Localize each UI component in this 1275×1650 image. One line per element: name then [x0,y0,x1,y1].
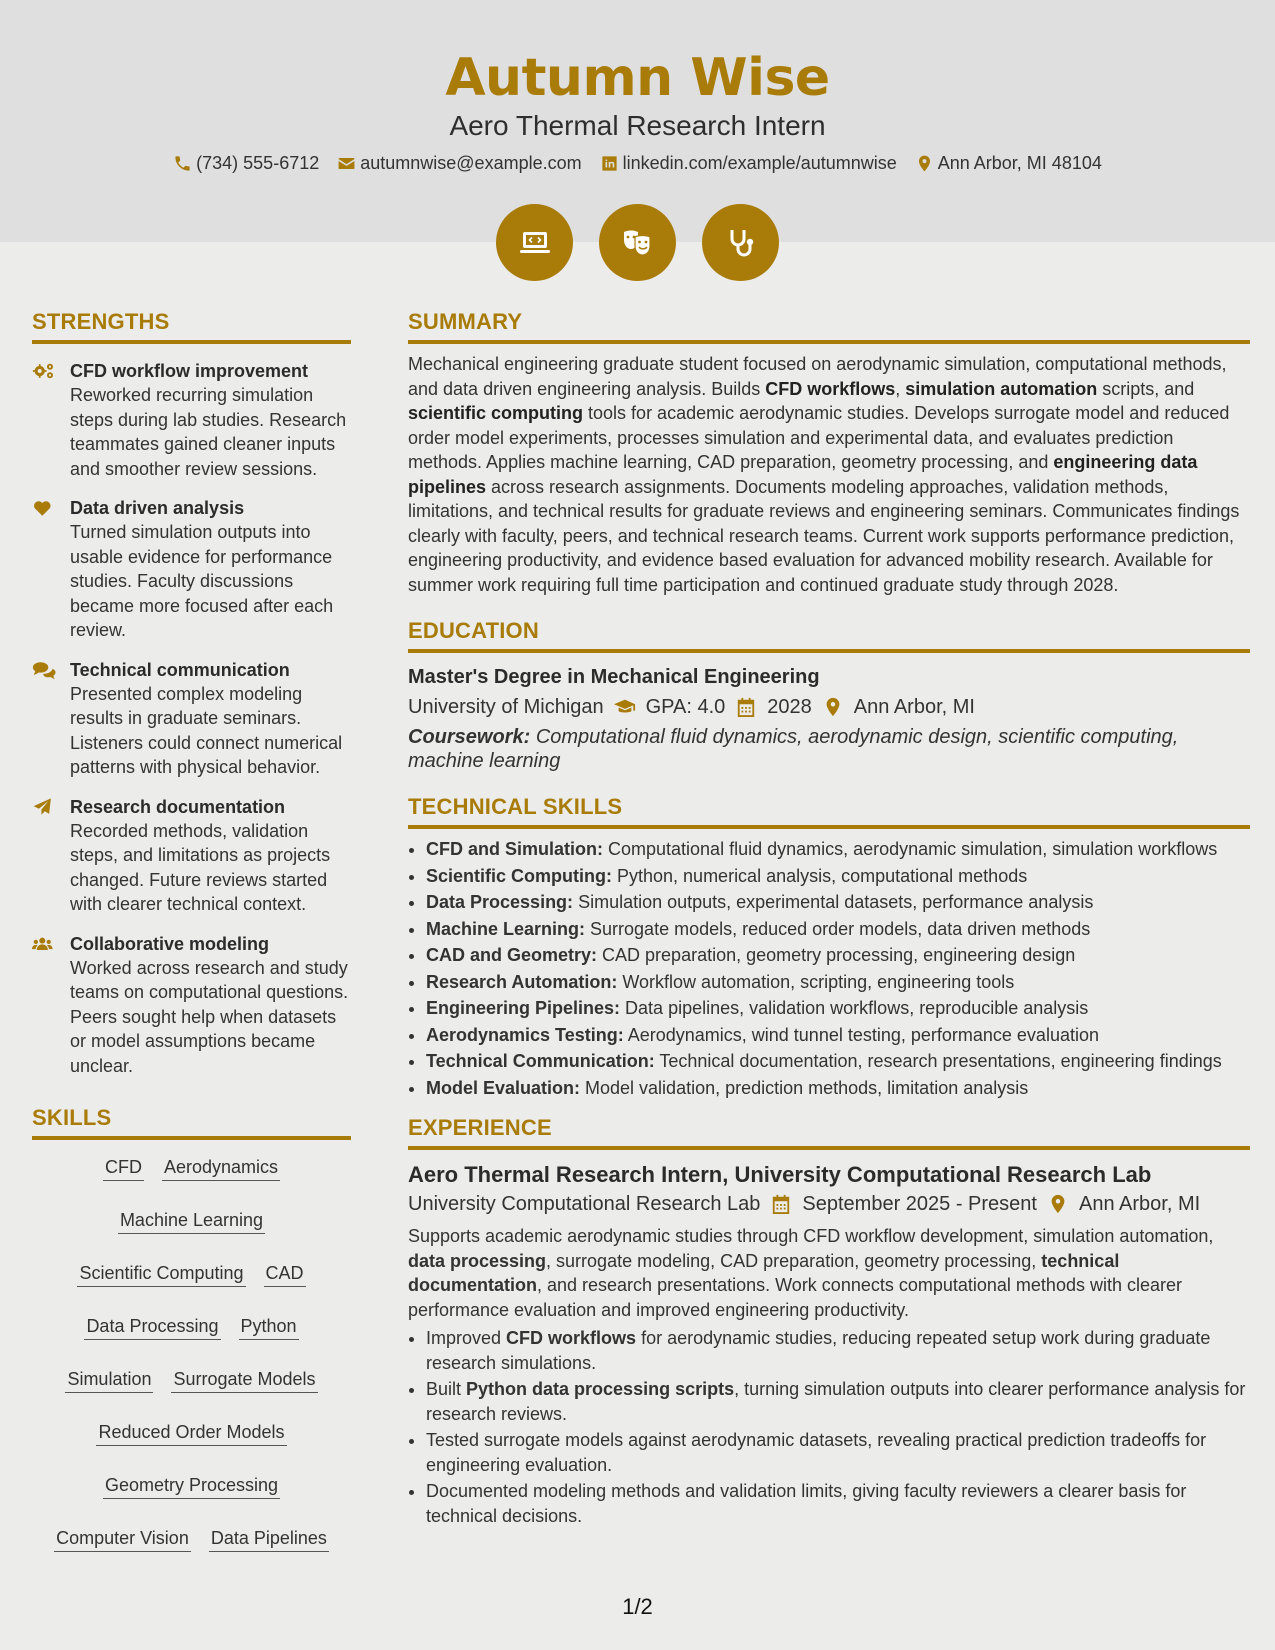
skills-list [32,1154,351,1552]
skill-tag: Python [239,1313,299,1340]
education-meta [408,693,1250,721]
technical-skill-item [426,970,1250,995]
strength-item [32,795,351,917]
technical-skill-item [426,1023,1250,1048]
technical-skill-item [426,917,1250,942]
strength-desc: Reworked recurring simulation steps during lab studies. Research teammates gained cleaner inputs and smoother review sessions. [70,385,347,479]
skill-details: Workflow automation, scripting, engineering tools [617,971,1015,992]
skill-category: Machine Learning: [426,918,586,939]
skill-tag: Machine Learning [118,1207,265,1234]
school-location: Ann Arbor, MI [853,696,975,718]
graduation-year: 2028 [767,696,812,718]
skill-tag: Geometry Processing [103,1472,280,1499]
skill-details: Model validation, prediction methods, limitation analysis [580,1077,1029,1098]
skill-tag: CAD [264,1260,306,1287]
job-description [408,1224,1250,1322]
job-dates: September 2025 - Present [802,1193,1037,1215]
skill-details: Surrogate models, reduced order models, data driven methods [585,918,1091,939]
skill-details: Python, numerical analysis, computational methods [612,865,1028,886]
phone-text: (734) 555-6712 [196,153,320,173]
technical-skill-item [426,943,1250,968]
candidate-name: Autumn Wise [445,48,830,108]
calendar-icon [735,697,757,717]
email-icon [337,154,356,173]
location-icon [1047,1194,1069,1214]
skill-details: Simulation outputs, experimental datasets, performance analysis [573,892,1094,912]
bold-phrase: simulation automation [905,378,1098,399]
skill-category: Model Evaluation: [426,1077,581,1098]
school-name: University of Michigan [408,696,604,718]
summary-heading: SUMMARY [408,308,1250,344]
skill-category: CAD and Geometry: [426,945,598,965]
skills-heading: SKILLS [32,1104,351,1140]
contact-phone[interactable] [173,153,319,174]
linkedin-icon [600,154,619,173]
skill-details: Technical documentation, research presentations, engineering findings [654,1051,1222,1071]
strength-title: Technical communication [70,659,290,680]
job-bullet [426,1377,1250,1426]
comments-icon [32,660,56,680]
education-heading: EDUCATION [408,617,1250,653]
technical-skill-item [426,890,1250,915]
contact-linkedin[interactable] [600,153,897,174]
skill-category: Research Automation: [426,971,618,992]
text-run: Improved [426,1328,507,1348]
strengths-heading: STRENGTHS [32,308,351,344]
text-run: Documented modeling methods and validation limits, giving faculty reviewers a clearer basis for technical decisions. [426,1481,1187,1526]
coursework-label: Coursework: [408,726,531,748]
calendar-icon [770,1194,792,1214]
skill-details: Data pipelines, validation workflows, reproducible analysis [620,998,1089,1018]
skill-tag: Data Pipelines [209,1525,329,1552]
strength-item [32,658,351,780]
skill-category: Data Processing: [426,892,574,912]
technical-skill-item [426,837,1250,862]
text-run: , surrogate modeling, CAD preparation, geometry processing, [546,1250,1042,1271]
bold-phrase: CFD workflows [506,1328,637,1348]
text-run: , and research presentations. Work connects computational methods with clearer performance evaluation and improved engineering productivity. [408,1275,1182,1320]
page-number: 1/2 [622,1594,653,1619]
paper-plane-icon [32,797,56,817]
skill-details: Aerodynamics, wind tunnel testing, performance evaluation [623,1024,1099,1045]
theater-masks-icon [599,204,676,281]
skill-tag: Data Processing [84,1313,220,1340]
strength-desc: Presented complex modeling results in graduate seminars. Listeners could connect numerical patterns with physical behavior. [70,683,343,777]
job-title: Aero Thermal Research Intern, University Computational Research Lab [408,1162,1152,1187]
job-bullet [426,1479,1250,1528]
contact-email[interactable] [337,153,581,174]
job-org: University Computational Research Lab [408,1193,761,1215]
skill-tag: Surrogate Models [171,1366,317,1393]
technical-skill-item [426,1076,1250,1101]
candidate-title: Aero Thermal Research Intern [449,110,826,141]
strength-title: CFD workflow improvement [70,361,309,381]
text-run: , [895,378,906,399]
skill-category: Aerodynamics Testing: [426,1024,624,1045]
skill-details: Computational fluid dynamics, aerodynamic simulation, simulation workflows [603,839,1218,859]
stethoscope-icon [702,204,779,281]
text-run: Mechanical engineering graduate student focused on aerodynamic simulation, computational methods, and data driven engineering analysis. Builds [408,354,1227,399]
technical-skill-item [426,1049,1250,1074]
job-bullet [426,1428,1250,1477]
email-text: autumnwise@example.com [360,153,582,173]
strength-item [32,932,351,1079]
skill-category: Technical Communication: [426,1051,655,1071]
interest-icons [0,204,1275,281]
skill-tag: CFD [103,1154,144,1181]
location-text: Ann Arbor, MI 48104 [937,153,1102,173]
strength-item [32,496,351,643]
skill-details: CAD preparation, geometry processing, engineering design [597,945,1076,965]
text-run: Supports academic aerodynamic studies through CFD workflow development, simulation automation, [408,1226,1214,1246]
skill-category: Scientific Computing: [426,865,612,886]
bold-phrase: Python data processing scripts [466,1379,735,1399]
technical-skill-item [426,864,1250,889]
skill-tag: Computer Vision [54,1525,191,1552]
strength-title: Collaborative modeling [70,933,270,954]
phone-icon [173,154,192,173]
users-icon [32,934,56,954]
strength-title: Research documentation [70,796,286,817]
technical-skill-item [426,996,1250,1021]
text-run: scripts, and [1097,378,1195,399]
text-run: tools for academic aerodynamic studies. Develops surrogate model and reduced order model experiments, processes simulation and experimental data, and evaluates prediction methods. Applies machine learning, CAD preparation, geometry processing, and [408,403,1230,472]
degree-title: Master's Degree in Mechanical Engineering [408,666,820,688]
text-run: Tested surrogate models against aerodynamic datasets, revealing practical prediction tradeoffs for engineering evaluation. [426,1430,1207,1475]
text-run: across research assignments. Documents modeling approaches, validation methods, limitations, and technical results for graduate reviews and engineering seminars. Communicates findings clearly with faculty, peers, and technical research teams. Current work supports performance prediction, engineering productivity, and evidence based evaluation for advanced mobility research. Available for summer work requiring full time participation and continued graduate study through 2028. [408,476,1240,595]
bold-phrase: technical documentation [408,1250,1120,1295]
bold-phrase: data processing [408,1250,547,1271]
right-column [408,308,1250,1530]
bold-phrase: engineering data pipelines [408,452,1198,497]
strength-desc: Recorded methods, validation steps, and limitations as projects changed. Future reviews started with clearer technical context. [70,820,331,914]
text-run: for aerodynamic studies, reducing repeated setup work during graduate research simulations. [426,1328,1211,1373]
job-bullet [426,1326,1250,1375]
job-meta [408,1190,1250,1218]
skill-tag: Aerodynamics [162,1154,280,1181]
technical-skills-list [408,837,1250,1100]
coursework [408,725,1250,773]
location-icon [915,154,934,173]
strength-title: Data driven analysis [70,498,245,518]
experience-heading: EXPERIENCE [408,1114,1250,1150]
text-run: Built [426,1379,467,1399]
skill-tag: Reduced Order Models [96,1419,286,1446]
coursework-list: Computational fluid dynamics, aerodynamic design, scientific computing, machine learning [408,726,1179,772]
left-column [32,308,351,1552]
strength-desc: Worked across research and study teams on computational questions. Peers sought help when datasets or model assumptions became unclear. [70,957,349,1076]
laptop-code-icon [496,204,573,281]
linkedin-text: linkedin.com/example/autumnwise [622,153,897,173]
summary-text [408,352,1250,597]
job-location: Ann Arbor, MI [1079,1193,1201,1215]
strength-desc: Turned simulation outputs into usable evidence for performance studies. Faculty discussions became more focused after each review. [70,522,334,640]
strength-item [32,359,351,481]
bold-phrase: CFD workflows [765,378,896,399]
location-icon [822,697,844,717]
skill-category: Engineering Pipelines: [426,998,621,1018]
technical-skills-heading: TECHNICAL SKILLS [408,793,1250,829]
gears-icon [32,361,56,381]
contact-location [915,153,1102,174]
graduation-cap-icon [614,697,636,717]
job-bullets [408,1326,1250,1528]
bold-phrase: scientific computing [408,403,584,423]
contact-row [0,153,1275,174]
heart-icon [32,498,56,518]
text-run: , turning simulation outputs into clearer performance analysis for research reviews. [426,1379,1246,1424]
skill-category: CFD and Simulation: [426,839,603,859]
skill-tag: Simulation [65,1366,153,1393]
skill-tag: Scientific Computing [77,1260,245,1287]
gpa: GPA: 4.0 [645,696,726,718]
